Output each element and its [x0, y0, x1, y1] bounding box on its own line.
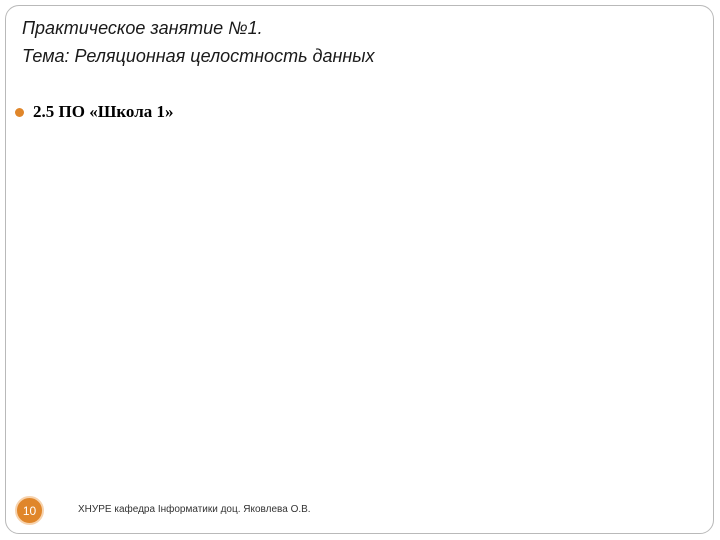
- bullet-item: [15, 99, 174, 125]
- bullet-dot-icon: [15, 108, 24, 117]
- slide-title: [22, 14, 375, 70]
- slide-frame: [5, 5, 714, 534]
- footer-text: ХНУРЕ кафедра Інформатики доц. Яковлева О.В.: [78, 504, 311, 515]
- page-number-badge: 10: [15, 496, 44, 525]
- bullet-text: 2.5 ПО «Школа 1»: [33, 102, 174, 121]
- title-line-1: Практическое занятие №1.: [22, 18, 263, 38]
- title-line-2: Тема: Реляционная целостность данных: [22, 46, 375, 66]
